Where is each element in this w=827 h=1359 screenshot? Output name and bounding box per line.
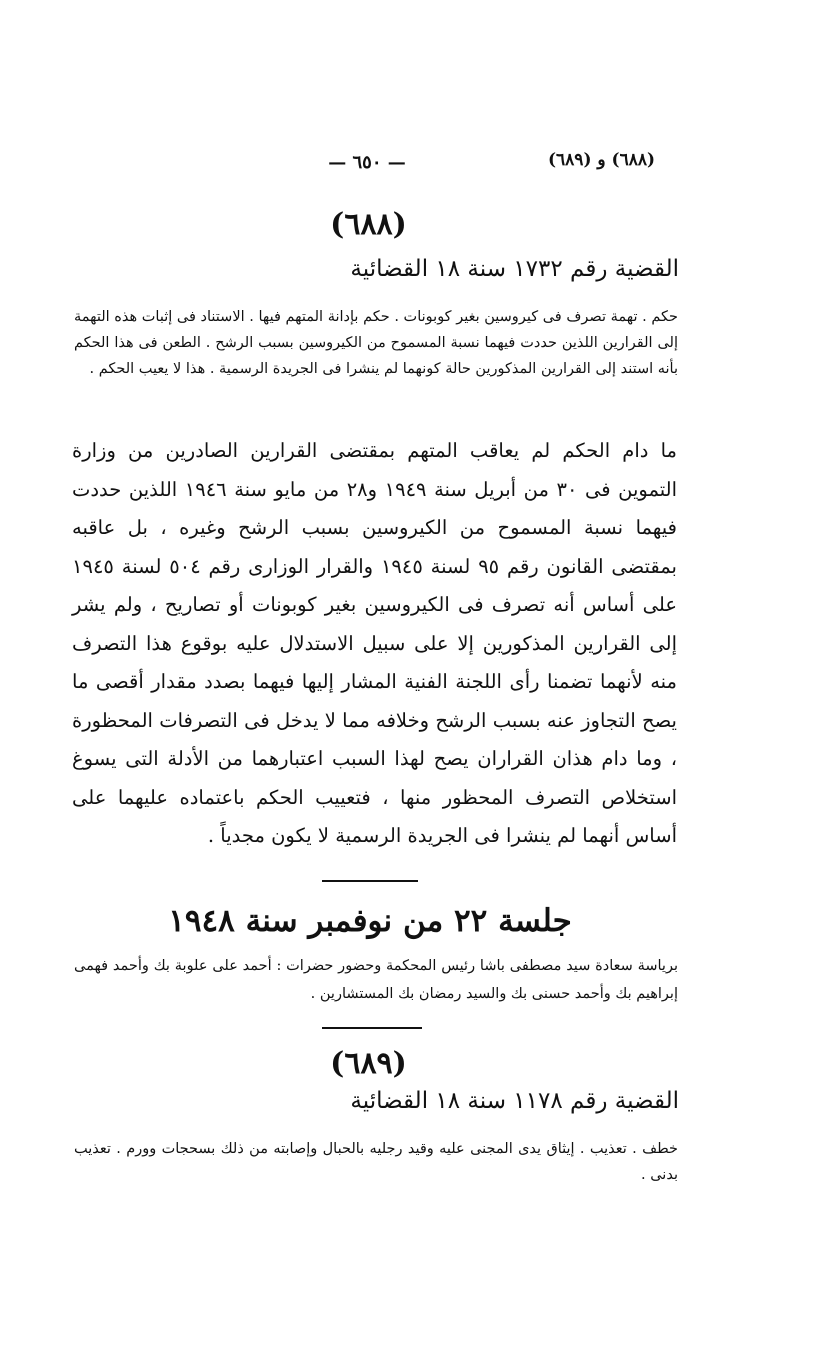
page-number: — ٦٥٠ — — [328, 152, 406, 173]
section-divider — [322, 880, 418, 882]
section-divider — [322, 1027, 422, 1029]
case-number-heading: (٦٨٩) — [330, 1046, 407, 1081]
case-summary: حكم . تهمة تصرف فى كيروسين بغير كوبونات . حكم بإدانة المتهم فيها . الاستناد فى إثبات هذه التهمة إلى القرارين اللذين حددت فيهما نسبة المسموح من الكيروسين بسبب الرشح . الطعن فى هذا الحكم بأنه استند إلى القرارين المذكورين حالة كونهما لم ينشرا فى الجريدة الرسمية . هذا لا يعيب الحكم . — [74, 309, 678, 377]
case-reference: القضية رقم ١١٧٨ سنة ١٨ القضائية — [350, 1088, 679, 1114]
case-ruling-text: ما دام الحكم لم يعاقب المتهم بمقتضى القرارين الصادرين من وزارة التموين فى ٣٠ من أبريل سنة ١٩٤٩ و٢٨ من مايو سنة ١٩٤٦ اللذين حددت فيهما نسبة المسموح من الكيروسين بسبب الرشح وغيره ، بل عاقبه بمقتضى القانون رقم ٩٥ لسنة ١٩٤٥ والقرار الوزارى رقم ٥٠٤ لسنة ١٩٤٥ على أساس أنه تصرف فى الكيروسين بغير كوبونات أو تصاريح ، ولم يشر إلى القرارين المذكورين إلا على سبيل الاستدلال عليه بوقوع هذا التصرف منه لأنهما تضمنا رأى اللجنة الفنية المشار إليها فيهما بصدد مقدار أقصى ما يصح التجاوز عنه بسبب الرشح وخلافه مما لا يدخل فى التصرفات المحظورة ، وما دام هذان القراران يصح لهذا السبب اعتبارهما من الأدلة التى يسوغ استخلاص التصرف المحظور منها ، فتعييب الحكم باعتماده عليهما على أساس أنهما لم ينشرا فى الجريدة الرسمية لا يكون مجدياً . — [72, 439, 677, 847]
case-number-heading: (٦٨٨) — [330, 207, 407, 242]
running-header-case-numbers: (٦٨٨) و (٦٨٩) — [548, 150, 656, 170]
case-reference: القضية رقم ١٧٣٢ سنة ١٨ القضائية — [350, 256, 679, 282]
session-title: جلسة ٢٢ من نوفمبر سنة ١٩٤٨ — [168, 903, 572, 939]
session-composition: برياسة سعادة سيد مصطفى باشا رئيس المحكمة وحضور حضرات : أحمد على علوبة بك وأحمد فهمى إبراهيم بك وأحمد حسنى بك والسيد رمضان بك المستشارين . — [74, 958, 678, 1002]
case-summary: خطف . تعذيب . إيثاق يدى المجنى عليه وقيد رجليه بالحبال وإصابته من ذلك بسحجات وورم . تعذيب بدنى . — [74, 1141, 678, 1183]
